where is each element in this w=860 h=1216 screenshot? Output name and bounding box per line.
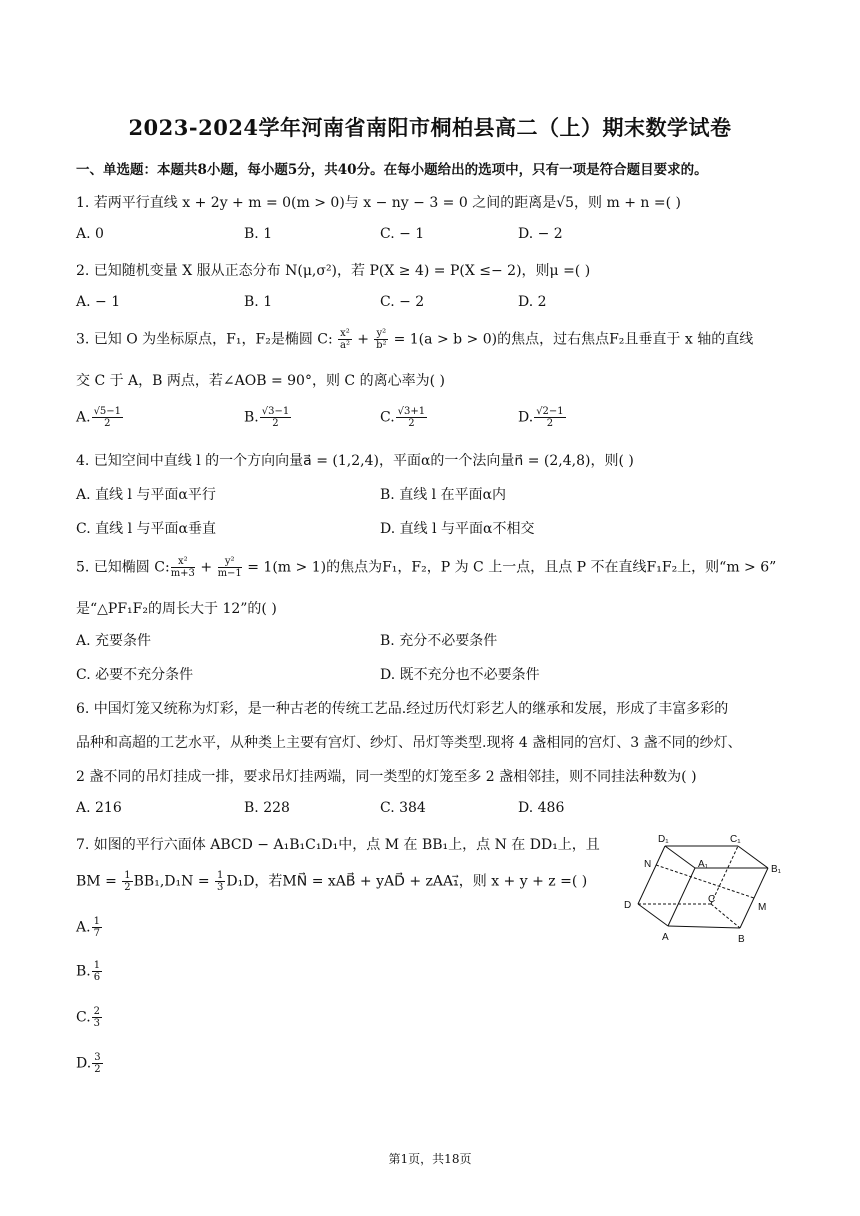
q7-option-d: D. $\frac{3}{2}$ <box>76 1052 101 1075</box>
label-d1: D₁ <box>658 834 669 845</box>
q2-option-b: B. 1 <box>244 294 273 310</box>
label-c: C <box>708 894 716 905</box>
question-7-line2: BM = $\frac{1}{2}$ BB₁,D₁N = $\frac{1}{3}$ D₁D，若MN⃗ = xAB⃗ + yAD⃗ + zAA₁⃗，则 x + y + z =( ) <box>76 870 588 893</box>
question-2-stem: 2. 已知随机变量 X 服从正态分布 N(μ,σ²)，若 P(X ≥ 4) = P(X ≤− 2)，则μ =( ) <box>76 263 591 279</box>
q6-option-b: B. 228 <box>244 800 290 816</box>
label-c1: C₁ <box>730 834 741 845</box>
q5-option-d: D. 既不充分也不必要条件 <box>380 667 540 683</box>
q6-option-d: D. 486 <box>518 800 565 816</box>
q1-option-c: C. − 1 <box>380 226 425 242</box>
q3-plus: + <box>352 331 374 348</box>
q3-text-rest: = 1(a > b > 0)的焦点，过右焦点F₂且垂直于 x 轴的直线 <box>389 331 754 348</box>
q5-option-c: C. 必要不充分条件 <box>76 667 194 683</box>
question-3-stem-line1 <box>76 328 753 351</box>
question-3-stem-line2: 交 C 于 A，B 两点，若∠AOB = 90°，则 C 的离心率为( ) <box>76 373 445 389</box>
q5-fraction-x: $\frac{\text{x²}}{m+3}$ <box>170 556 195 579</box>
label-d: D <box>624 900 632 911</box>
q4-option-b: B. 直线 l 在平面α内 <box>380 487 507 503</box>
q4-option-d: D. 直线 l 与平面α不相交 <box>380 521 535 537</box>
q7-option-c: C. $\frac{2}{3}$ <box>76 1006 101 1029</box>
q5-fraction-y: $\frac{\text{y²}}{m-1}$ <box>217 556 242 579</box>
q3-text: 3. 已知 O 为坐标原点，F₁，F₂是椭圆 C: <box>76 331 338 348</box>
label-n: N <box>644 859 652 870</box>
q2-option-c: C. − 2 <box>380 294 425 310</box>
q6-option-a: A. 216 <box>76 800 122 816</box>
q2-option-d: D. 2 <box>518 294 547 310</box>
q2-option-a: A. − 1 <box>76 294 121 310</box>
question-5-stem-line2: 是“△PF₁F₂的周长大于 12”的( ) <box>76 601 277 617</box>
q3-fraction-y: $\frac{\text{y²}}{\text{b²}}$ <box>376 328 387 351</box>
question-5-stem-line1 <box>76 556 776 579</box>
question-6-line3: 2 盏不同的吊灯挂成一排，要求吊灯挂两端，同一类型的灯笼至多 2 盏相邻挂，则不同挂法种数为( ) <box>76 769 697 785</box>
q5-option-b: B. 充分不必要条件 <box>380 633 498 649</box>
q3-option-d: D. $\frac{√2-1}{2}$ <box>518 406 564 429</box>
page-footer: 第1页，共18页 <box>388 1152 472 1166</box>
label-a: A <box>662 932 669 943</box>
q3-option-a: A. $\frac{√5-1}{2}$ <box>76 406 122 429</box>
q4-option-a: A. 直线 l 与平面α平行 <box>76 487 216 503</box>
q7-option-a: A. $\frac{1}{7}$ <box>76 916 100 939</box>
page-title: 2023-2024学年河南省南阳市桐柏县高二（上）期末数学试卷 <box>128 115 732 140</box>
q3-fraction-x: $\frac{\text{x²}}{\text{a²}}$ <box>340 328 350 351</box>
q5-option-a: A. 充要条件 <box>76 633 152 649</box>
q4-option-c: C. 直线 l 与平面α垂直 <box>76 521 216 537</box>
q5-text: 5. 已知椭圆 C: <box>76 559 170 576</box>
q1-option-b: B. 1 <box>244 226 273 242</box>
q5-plus: + <box>195 559 217 576</box>
q1-option-d: D. − 2 <box>518 226 563 242</box>
question-6-line2: 品种和高超的工艺水平，从种类上主要有宫灯、纱灯、吊灯等类型.现将 4 盏相同的宫灯、3 盏不同的纱灯、 <box>76 735 742 751</box>
parallelepiped-figure <box>618 830 788 950</box>
q3-option-c: C. $\frac{√3+1}{2}$ <box>380 406 426 429</box>
question-6-line1: 6. 中国灯笼又统称为灯彩，是一种古老的传统工艺品.经过历代灯彩艺人的继承和发展，形成了丰富多彩的 <box>76 701 729 717</box>
label-a1: A₁ <box>698 859 709 870</box>
question-7-line1: 7. 如图的平行六面体 ABCD − A₁B₁C₁D₁中，点 M 在 BB₁上，点 N 在 DD₁上，且 <box>76 837 600 853</box>
question-1-stem: 1. 若两平行直线 x + 2y + m = 0(m > 0)与 x − ny − 3 = 0 之间的距离是√5，则 m + n =( ) <box>76 195 681 211</box>
section-heading: 一、单选题：本题共8小题，每小题5分，共40分。在每小题给出的选项中，只有一项是符合题目要求的。 <box>76 162 708 178</box>
label-b: B <box>738 934 745 945</box>
label-b1: B₁ <box>771 864 782 875</box>
label-m: M <box>758 902 767 913</box>
q6-option-c: C. 384 <box>380 800 426 816</box>
q3-option-b: B. $\frac{√3-1}{2}$ <box>244 406 290 429</box>
question-4-stem: 4. 已知空间中直线 l 的一个方向向量a⃗ = (1,2,4)，平面α的一个法向量n⃗ = (2,4,8)，则( ) <box>76 453 634 469</box>
q1-option-a: A. 0 <box>76 226 104 242</box>
q5-text-rest: = 1(m > 1)的焦点为F₁，F₂，P 为 C 上一点，且点 P 不在直线F₁F₂上，则“m > 6” <box>242 559 777 576</box>
q7-option-b: B. $\frac{1}{6}$ <box>76 960 101 983</box>
